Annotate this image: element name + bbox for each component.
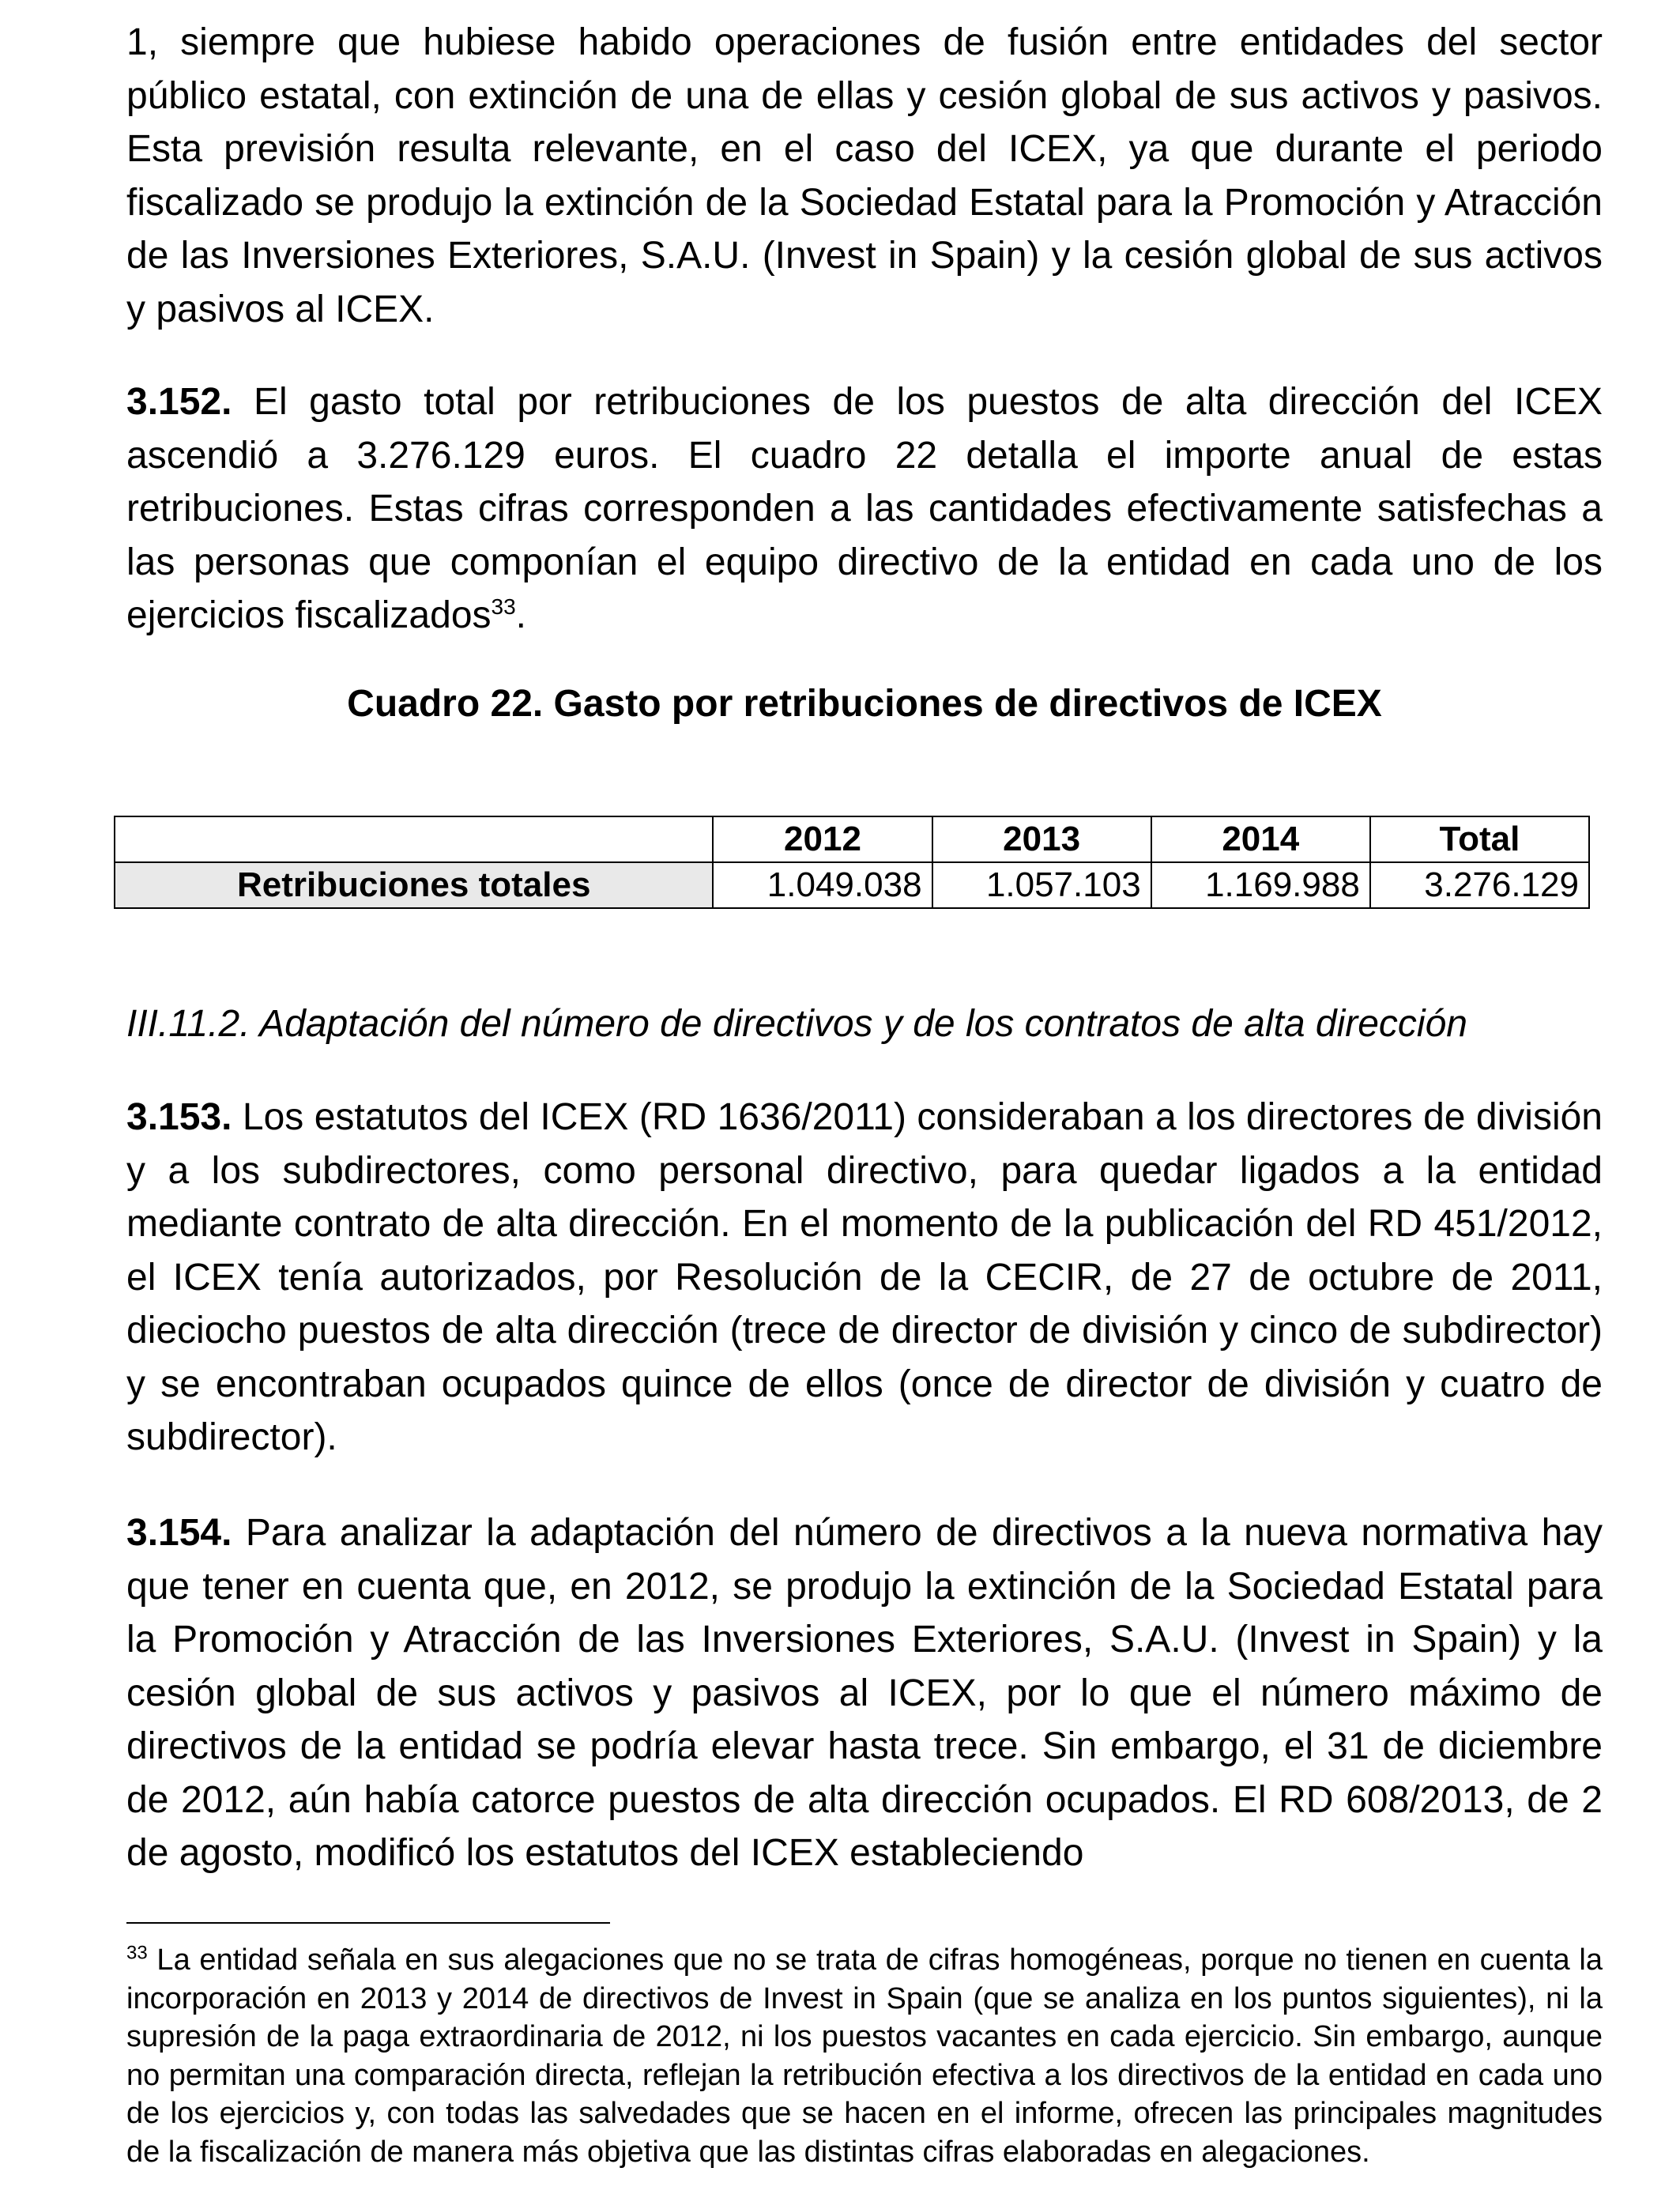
footnote-reference[interactable]: 33 bbox=[491, 594, 516, 619]
document-page bbox=[126, 16, 1603, 2169]
paragraph-3-154 bbox=[126, 1506, 1603, 1880]
table-header-cell: Total bbox=[1370, 816, 1589, 862]
table-header-cell: 2013 bbox=[932, 816, 1151, 862]
paragraph-number: 3.153. bbox=[126, 1096, 232, 1138]
table-header-cell: 2014 bbox=[1151, 816, 1370, 862]
table-row-label: Retribuciones totales bbox=[115, 862, 713, 908]
retribuciones-table bbox=[114, 816, 1590, 909]
paragraph-number: 3.152. bbox=[126, 381, 232, 423]
table-caption: Cuadro 22. Gasto por retribuciones de directivos de ICEX bbox=[347, 682, 1382, 725]
footnote-number: 33 bbox=[126, 1942, 148, 1964]
section-heading: III.11.2. Adaptación del número de directivos y de los contratos de alta dirección bbox=[126, 1003, 1467, 1045]
paragraph-end: . bbox=[515, 594, 527, 636]
table-cell: 1.169.988 bbox=[1151, 862, 1370, 908]
footnote-text: La entidad señala en sus alegaciones que no se trata de cifras homogéneas, porque no tienen en cuenta la incorporación en 2013 y 2014 de directivos de Invest in Spain (que se analiza en los puntos siguientes), ni la supresión de la paga extraordinaria de 2012, ni los puestos vacantes en cada ejercicio. Sin embargo, aunque no permitan una comparación directa, reflejan la retribución efectiva a los directivos de la entidad en cada uno de los ejercicios y, con todas las salvedades que se hacen en el informe, ofrecen las principales magnitudes de la fiscalización de manera más objetiva que las distintas cifras elaboradas en alegaciones. bbox=[126, 1943, 1603, 2169]
footnote-divider bbox=[126, 1922, 610, 1924]
paragraph-text: Para analizar la adaptación del número de directivos a la nueva normativa hay que tener en cuenta que, en 2012, se produjo la extinción de la Sociedad Estatal para la Promoción y Atracción de las Inversiones Exteriores, S.A.U. (Invest in Spain) y la cesión global de sus activos y pasivos al ICEX, por lo que el número máximo de directivos de la entidad se podría elevar hasta trece. Sin embargo, el 31 de diciembre de 2012, aún había catorce puestos de alta dirección ocupados. El RD 608/2013, de 2 de agosto, modificó los estatutos del ICEX estableciendo bbox=[126, 1512, 1603, 1874]
table-header-cell: 2012 bbox=[713, 816, 932, 862]
paragraph-text: El gasto total por retribuciones de los puestos de alta dirección del ICEX ascendió a 3.276.129 euros. El cuadro 22 detalla el importe anual de estas retribuciones. Estas cifras corresponden a las cantidades efectivamente satisfechas a las personas que componían el equipo directivo de la entidad en cada uno de los ejercicios fiscalizados bbox=[126, 381, 1603, 636]
table-cell: 1.049.038 bbox=[713, 862, 932, 908]
table-header-cell bbox=[115, 816, 713, 862]
paragraph-3-153 bbox=[126, 1091, 1603, 1465]
table-cell: 3.276.129 bbox=[1370, 862, 1589, 908]
table-row bbox=[115, 862, 1589, 908]
paragraph-3-152 bbox=[126, 375, 1603, 643]
table-cell: 1.057.103 bbox=[932, 862, 1151, 908]
paragraph-number: 3.154. bbox=[126, 1512, 232, 1554]
paragraph-text: Los estatutos del ICEX (RD 1636/2011) consideraban a los directores de división y a los subdirectores, como personal directivo, para quedar ligados a la entidad mediante contrato de alta dirección. En el momento de la publicación del RD 451/2012, el ICEX tenía autorizados, por Resolución de la CECIR, de 27 de octubre de 2011, dieciocho puestos de alta dirección (trece de director de división y cinco de subdirector) y se encontraban ocupados quince de ellos (once de director de división y cuatro de subdirector). bbox=[126, 1096, 1603, 1458]
intro-paragraph: 1, siempre que hubiese habido operaciones de fusión entre entidades del sector público estatal, con extinción de una de ellas y cesión global de sus activos y pasivos. Esta previsión resulta relevante, en el caso del ICEX, ya que durante el periodo fiscalizado se produjo la extinción de la Sociedad Estatal para la Promoción y Atracción de las Inversiones Exteriores, S.A.U. (Invest in Spain) y la cesión global de sus activos y pasivos al ICEX. bbox=[126, 21, 1603, 330]
table-header-row bbox=[115, 816, 1589, 862]
footnote bbox=[126, 1941, 1603, 2171]
